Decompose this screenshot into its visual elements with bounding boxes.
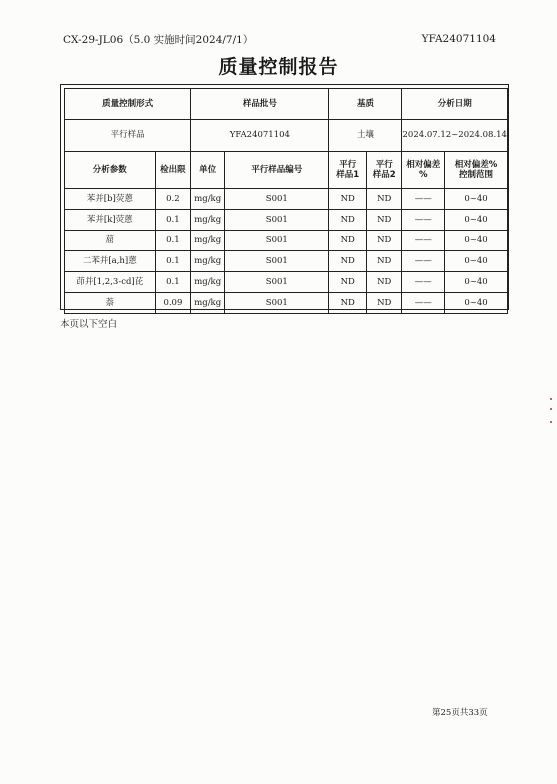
cell-control-range: 0~40 [445, 251, 508, 272]
cell-relative-deviation: —— [402, 230, 445, 251]
cell-unit: mg/kg [191, 251, 225, 272]
cell-parallel-2: ND [366, 292, 402, 313]
cell-unit: mg/kg [191, 230, 225, 251]
scan-mark [550, 421, 552, 423]
cell-param: 苯并[b]荧蒽 [65, 189, 156, 210]
cell-sample-code: S001 [225, 189, 329, 210]
table-row [65, 251, 508, 272]
batch-no-value: YFA24071104 [191, 120, 329, 152]
column-header-row [65, 152, 508, 189]
cell-lod: 0.1 [155, 230, 191, 251]
cell-sample-code: S001 [225, 292, 329, 313]
qc-table [64, 88, 508, 314]
cell-control-range: 0~40 [445, 230, 508, 251]
table-row [65, 209, 508, 230]
blank-below-note: 本页以下空白 [60, 319, 118, 330]
cell-relative-deviation: —— [402, 209, 445, 230]
cell-relative-deviation: —— [402, 189, 445, 210]
col-range-line1: 相对偏差% [454, 159, 498, 170]
cell-parallel-1: ND [329, 189, 366, 210]
cell-unit: mg/kg [191, 189, 225, 210]
info-value-row [65, 120, 508, 152]
col-relative-deviation [402, 152, 445, 189]
col-parallel-1 [329, 152, 366, 189]
col-parallel-2-line2: 样品2 [372, 170, 396, 180]
batch-no-label: 样品批号 [191, 89, 329, 120]
cell-param: 萘 [65, 292, 156, 313]
cell-relative-deviation: —— [402, 272, 445, 293]
col-parallel-1-line2: 样品1 [336, 170, 360, 180]
col-rd-line1: 相对偏差 [406, 159, 441, 170]
col-control-range [445, 152, 508, 189]
cell-parallel-1: ND [329, 230, 366, 251]
cell-param: 二苯并[a,h]蒽 [65, 251, 156, 272]
table-row [65, 189, 508, 210]
cell-sample-code: S001 [225, 272, 329, 293]
cell-lod: 0.2 [155, 189, 191, 210]
cell-parallel-1: ND [329, 209, 366, 230]
col-parallel-1-line1: 平行 [339, 159, 357, 170]
col-sample-code: 平行样品编号 [225, 152, 329, 189]
cell-unit: mg/kg [191, 292, 225, 313]
cell-control-range: 0~40 [445, 272, 508, 293]
cell-control-range: 0~40 [445, 209, 508, 230]
analysis-date-label: 分析日期 [402, 89, 508, 120]
table-row [65, 292, 508, 313]
cell-sample-code: S001 [225, 209, 329, 230]
col-parallel-2-line1: 平行 [375, 159, 393, 170]
cell-parallel-1: ND [329, 292, 366, 313]
page-title: 质量控制报告 [218, 56, 339, 78]
matrix-label: 基质 [329, 89, 402, 120]
scan-mark [550, 398, 552, 400]
col-parallel-2 [366, 152, 402, 189]
page-number: 第25页共33页 [432, 708, 488, 718]
cell-param: 茚并[1,2,3-cd]芘 [65, 272, 156, 293]
cell-parallel-2: ND [366, 272, 402, 293]
cell-unit: mg/kg [191, 209, 225, 230]
matrix-value: 土壤 [329, 120, 402, 152]
cell-parallel-2: ND [366, 251, 402, 272]
cell-lod: 0.1 [155, 272, 191, 293]
scan-mark [550, 408, 552, 410]
cell-control-range: 0~40 [445, 292, 508, 313]
cell-parallel-1: ND [329, 251, 366, 272]
col-unit: 单位 [191, 152, 225, 189]
document-code: CX-29-JL06（5.0 实施时间2024/7/1） [63, 34, 254, 46]
cell-relative-deviation: —— [402, 292, 445, 313]
cell-sample-code: S001 [225, 251, 329, 272]
cell-parallel-1: ND [329, 272, 366, 293]
info-header-row [65, 89, 508, 120]
qc-form-value: 平行样品 [65, 120, 191, 152]
cell-param: 䓛 [65, 230, 156, 251]
cell-unit: mg/kg [191, 272, 225, 293]
cell-sample-code: S001 [225, 230, 329, 251]
col-range-line2: 控制范围 [459, 170, 494, 180]
table-row [65, 272, 508, 293]
cell-parallel-2: ND [366, 209, 402, 230]
col-rd-line2: % [419, 170, 428, 180]
cell-param: 苯并[k]荧蒽 [65, 209, 156, 230]
table-row [65, 230, 508, 251]
cell-lod: 0.1 [155, 209, 191, 230]
cell-control-range: 0~40 [445, 189, 508, 210]
analysis-date-value: 2024.07.12~2024.08.14 [402, 120, 508, 152]
cell-parallel-2: ND [366, 230, 402, 251]
col-param: 分析参数 [65, 152, 156, 189]
report-number: YFA24071104 [421, 33, 496, 45]
qc-table-frame [60, 84, 509, 310]
cell-lod: 0.1 [155, 251, 191, 272]
cell-relative-deviation: —— [402, 251, 445, 272]
qc-form-label: 质量控制形式 [65, 89, 191, 120]
cell-lod: 0.09 [155, 292, 191, 313]
col-lod: 检出限 [155, 152, 191, 189]
cell-parallel-2: ND [366, 189, 402, 210]
